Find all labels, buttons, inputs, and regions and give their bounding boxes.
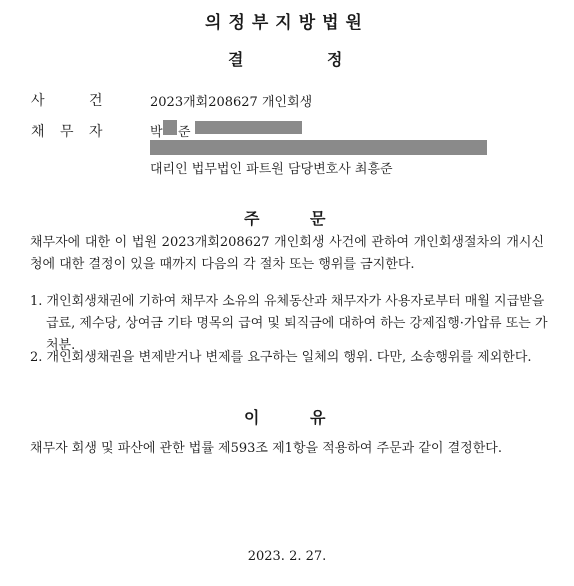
order-item-1-text: 개인회생채권에 기하여 채무자 소유의 유체동산과 채무자가 사용자로부터 매월 지급받을 급료, 제수당, 상여금 기타 명목의 급여 및 퇴직금에 대하여 하는 강제집행·가압류 또는 가처분. [46,294,548,353]
debtor-name-last: 준 [178,125,191,140]
case-label-char-1: 사 [31,93,45,109]
case-label-char-2: 건 [89,93,103,109]
order-intro: 채무자에 대한 이 법원 2023개회208627 개인회생 사건에 관하여 개인회생절차의 개시신청에 대한 결정이 있을 때까지 다음의 각 절차 또는 행위를 금지한다. [30,235,544,272]
court-name: 의정부지방법원 [205,13,369,33]
decision-date: 2023. 2. 27. [247,549,327,564]
order-heading-char-2: 문 [310,209,326,228]
order-item-1-number: 1. [30,294,43,309]
redaction-address [150,140,487,155]
case-number: 2023개회208627 개인회생 [150,95,313,110]
debtor-name-first: 박 [150,125,163,140]
doc-type-char-1: 결 [228,50,244,69]
order-item-2 [30,347,556,369]
representative: 대리인 법무법인 파트원 담당변호사 최흥준 [150,162,393,177]
order-heading-char-1: 주 [244,209,260,228]
redaction-id [195,121,302,134]
doc-type-char-2: 정 [327,50,343,69]
debtor-label-char-2: 무 [60,124,74,140]
redaction-name [163,120,177,135]
reason-heading-char-2: 유 [310,408,326,427]
order-item-2-text: 개인회생채권을 변제받거나 변제를 요구하는 일체의 행위. 다만, 소송행위를 제외한다. [46,350,532,365]
reason-heading-char-1: 이 [244,408,260,427]
debtor-label-char-1: 채 [31,124,45,140]
reason-text: 채무자 회생 및 파산에 관한 법률 제593조 제1항을 적용하여 주문과 같이 결정한다. [30,441,502,456]
debtor-label-char-3: 자 [89,124,103,140]
order-item-2-number: 2. [30,350,43,365]
